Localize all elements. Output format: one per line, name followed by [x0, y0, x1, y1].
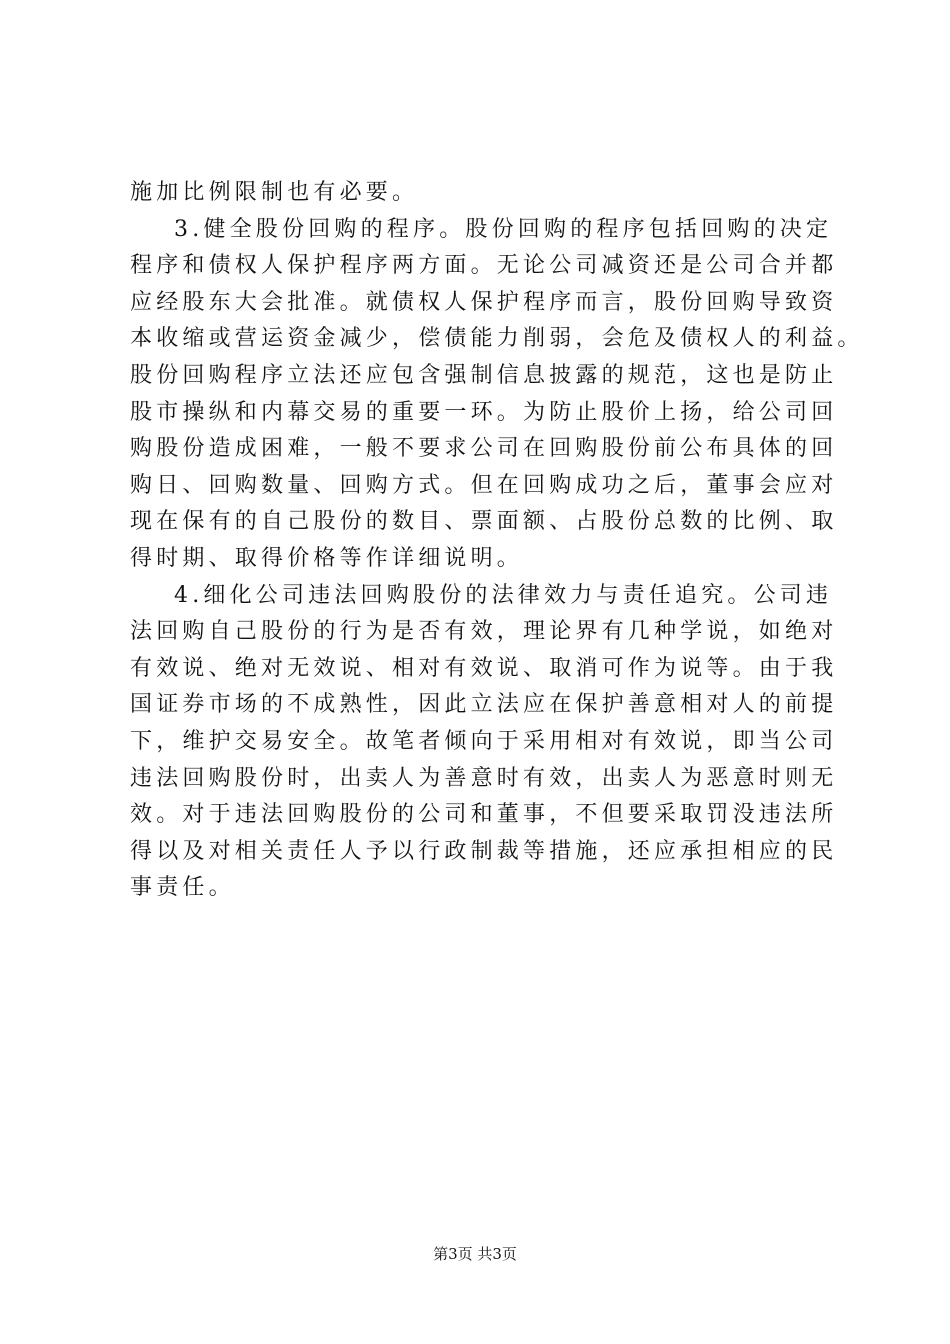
text-line: 股份回购程序立法还应包含强制信息披露的规范，这也是防止: [130, 362, 838, 388]
text-line-paragraph-start: 4.细化公司违法回购股份的法律效力与责任追究。公司违: [174, 582, 833, 608]
text-line: 得时期、取得价格等作详细说明。: [130, 545, 524, 571]
text-line: 得以及对相关责任人予以行政制裁等措施，还应承担相应的民: [130, 838, 838, 864]
text-line: 股市操纵和内幕交易的重要一环。为防止股价上扬，给公司回: [130, 399, 838, 425]
text-line: 施加比例限制也有必要。: [130, 180, 419, 205]
text-line: 现在保有的自己股份的数目、票面额、占股份总数的比例、取: [130, 509, 838, 535]
text-line: 事责任。: [130, 875, 235, 901]
text-line: 国证券市场的不成熟性，因此立法应在保护善意相对人的前提: [130, 692, 838, 718]
text-line: 有效说、绝对无效说、相对有效说、取消可作为说等。由于我: [130, 655, 838, 681]
body-text: [130, 175, 864, 907]
text-line-paragraph-start: 3.健全股份回购的程序。股份回购的程序包括回购的决定: [174, 216, 833, 242]
text-line: 购日、回购数量、回购方式。但在回购成功之后，董事会应对: [130, 472, 838, 498]
text-line: 效。对于违法回购股份的公司和董事，不但要采取罚没违法所: [130, 802, 838, 828]
text-line: 法回购自己股份的行为是否有效，理论界有几种学说，如绝对: [130, 619, 838, 645]
text-line: 应经股东大会批准。就债权人保护程序而言，股份回购导致资: [130, 289, 838, 315]
text-line: 购股份造成困难，一般不要求公司在回购股份前公布具体的回: [130, 436, 838, 462]
text-line: 违法回购股份时，出卖人为善意时有效，出卖人为恶意时则无: [130, 765, 838, 791]
text-line: 本收缩或营运资金减少，偿债能力削弱，会危及债权人的利益。: [130, 326, 864, 352]
text-line: 程序和债权人保护程序两方面。无论公司减资还是公司合并都: [130, 253, 838, 279]
text-line: 下，维护交易安全。故笔者倾向于采用相对有效说，即当公司: [130, 728, 838, 754]
page-footer: 第3页 共3页: [433, 1245, 517, 1263]
